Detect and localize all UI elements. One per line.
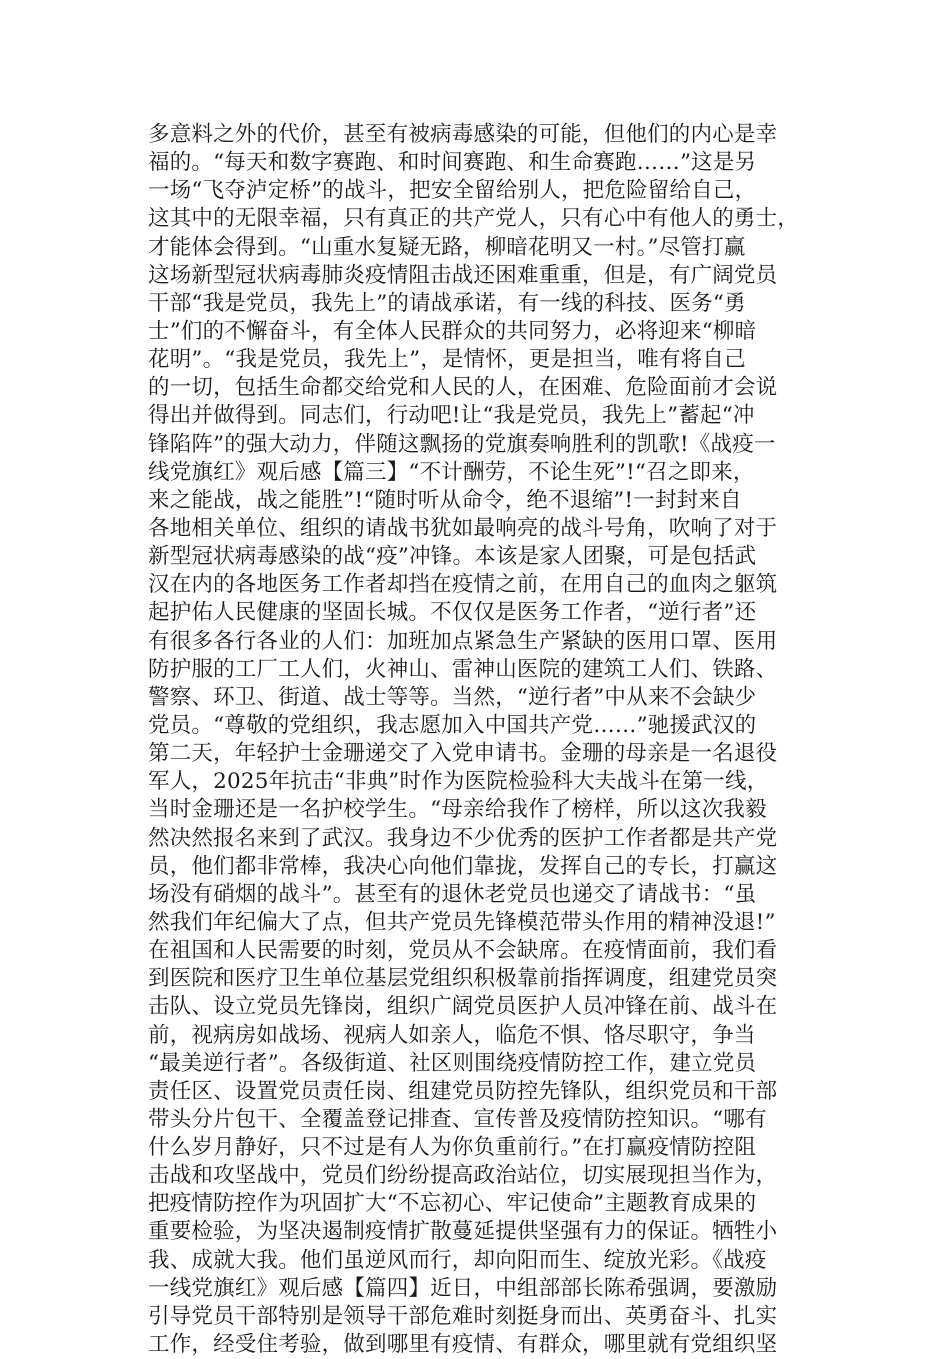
text-line: 击战和攻坚战中，党员们纷纷提高政治站位，切实展现担当作为， — [148, 1163, 778, 1189]
text-line: 士”们的不懈奋斗，有全体人民群众的共同努力，必将迎来“柳暗 — [148, 318, 757, 344]
text-line: 花明”。“我是党员，我先上”，是情怀，更是担当，唯有将自己 — [148, 347, 746, 373]
text-line: 击队、设立党员先锋岗，组织广阔党员医护人员冲锋在前、战斗在 — [148, 994, 778, 1020]
text-line: 一线党旗红》观后感【篇四】近日，中组部部长陈希强调，要激励 — [148, 1275, 778, 1301]
text-line: 引导党员干部特别是领导干部危难时刻挺身而出、英勇奋斗、扎实 — [148, 1303, 778, 1329]
text-line: “最美逆行者”。各级街道、社区则围绕疫情防控工作，建立党员 — [148, 1050, 757, 1076]
text-line: 得出并做得到。同志们，行动吧!让“我是党员，我先上”蓄起“冲 — [148, 403, 755, 429]
text-line: 工作，经受住考验，做到哪里有疫情、有群众，哪里就有党组织坚 — [148, 1332, 778, 1358]
text-line: 到医院和医疗卫生单位基层党组织积极靠前指挥调度，组建党员突 — [148, 966, 778, 992]
text-line: 福的。“每天和数字赛跑、和时间赛跑、和生命赛跑……”这是另 — [148, 150, 757, 176]
text-line: 当时金珊还是一名护校学生。“母亲给我作了榜样，所以这次我毅 — [148, 797, 767, 823]
text-line: 各地相关单位、组织的请战书犹如最响亮的战斗号角，吹响了对于 — [148, 515, 778, 541]
text-line: 我、成就大我。他们虽逆风而行，却向阳而生、绽放光彩。《战疫 — [148, 1247, 767, 1273]
text-line: 然我们年纪偏大了点，但共产党员先锋模范带头作用的精神没退!” — [148, 909, 776, 935]
text-line: 带头分片包干、全覆盖登记排查、宣传普及疫情防控知识。“哪有 — [148, 1106, 767, 1132]
text-line: 第二天，年轻护士金珊递交了入党申请书。金珊的母亲是一名退役 — [148, 741, 778, 767]
text-line: 警察、环卫、街道、战士等等。当然，“逆行者”中从来不会缺少 — [148, 684, 757, 710]
text-line: 员，他们都非常棒，我决心向他们靠拢，发挥自己的专长，打赢这 — [148, 853, 778, 879]
text-line: 来之能战，战之能胜”!“随时听从命令，绝不退缩”!一封封来自 — [148, 487, 742, 513]
text-line: 场没有硝烟的战斗”。甚至有的退休老党员也递交了请战书：“虽 — [148, 881, 757, 907]
body-text — [148, 121, 828, 1359]
text-line: 汉在内的各地医务工作者却挡在疫情之前，在用自己的血肉之躯筑 — [148, 572, 778, 598]
text-line: 才能体会得到。“山重水复疑无路，柳暗花明又一村。”尽管打赢 — [148, 234, 746, 260]
text-line: 党员。“尊敬的党组织，我志愿加入中国共产党……”驰援武汉的 — [148, 712, 757, 738]
text-line: 有很多各行各业的人们：加班加点紧急生产紧缺的医用口罩、医用 — [148, 628, 778, 654]
text-line: 这其中的无限幸福，只有真正的共产党人，只有心中有他人的勇士， — [148, 206, 800, 232]
text-line: 责任区、设置党员责任岗、组建党员防控先锋队，组织党员和干部 — [148, 1078, 778, 1104]
text-line: 锋陷阵”的强大动力，伴随这飘扬的党旗奏响胜利的凯歌!《战疫一 — [148, 431, 776, 457]
text-line: 新型冠状病毒感染的战“疫”冲锋。本该是家人团聚，可是包括武 — [148, 544, 757, 570]
text-line: 把疫情防控作为巩固扩大“不忘初心、牢记使命”主题教育成果的 — [148, 1191, 757, 1217]
text-line: 线党旗红》观后感【篇三】“不计酬劳，不论生死”!“召之即来， — [148, 459, 755, 485]
text-line: 起护佑人民健康的坚固长城。不仅仅是医务工作者，“逆行者”还 — [148, 600, 757, 626]
text-line: 军人，2025年抗击“非典”时作为医院检验科大夫战斗在第一线， — [148, 769, 769, 795]
text-line: 防护服的工厂工人们，火神山、雷神山医院的建筑工人们、铁路、 — [148, 656, 778, 682]
text-line: 然决然报名来到了武汉。我身边不少优秀的医护工作者都是共产党 — [148, 825, 778, 851]
text-line: 一场“飞夺泸定桥”的战斗，把安全留给别人，把危险留给自己， — [148, 178, 757, 204]
text-line: 前，视病房如战场、视病人如亲人，临危不惧、恪尽职守，争当 — [148, 1022, 756, 1048]
text-line: 多意料之外的代价，甚至有被病毒感染的可能，但他们的内心是幸 — [148, 122, 778, 147]
text-line: 这场新型冠状病毒肺炎疫情阻击战还困难重重，但是，有广阔党员 — [148, 262, 778, 288]
text-line: 在祖国和人民需要的时刻，党员从不会缺席。在疫情面前，我们看 — [148, 938, 778, 964]
text-line: 的一切，包括生命都交给党和人民的人，在困难、危险面前才会说 — [148, 375, 778, 401]
text-line: 重要检验，为坚决遏制疫情扩散蔓延提供坚强有力的保证。牺牲小 — [148, 1219, 778, 1245]
text-line: 干部“我是党员，我先上”的请战承诺，有一线的科技、医务“勇 — [148, 290, 746, 316]
text-line: 什么岁月静好，只不过是有人为你负重前行。”在打赢疫情防控阻 — [148, 1135, 757, 1161]
